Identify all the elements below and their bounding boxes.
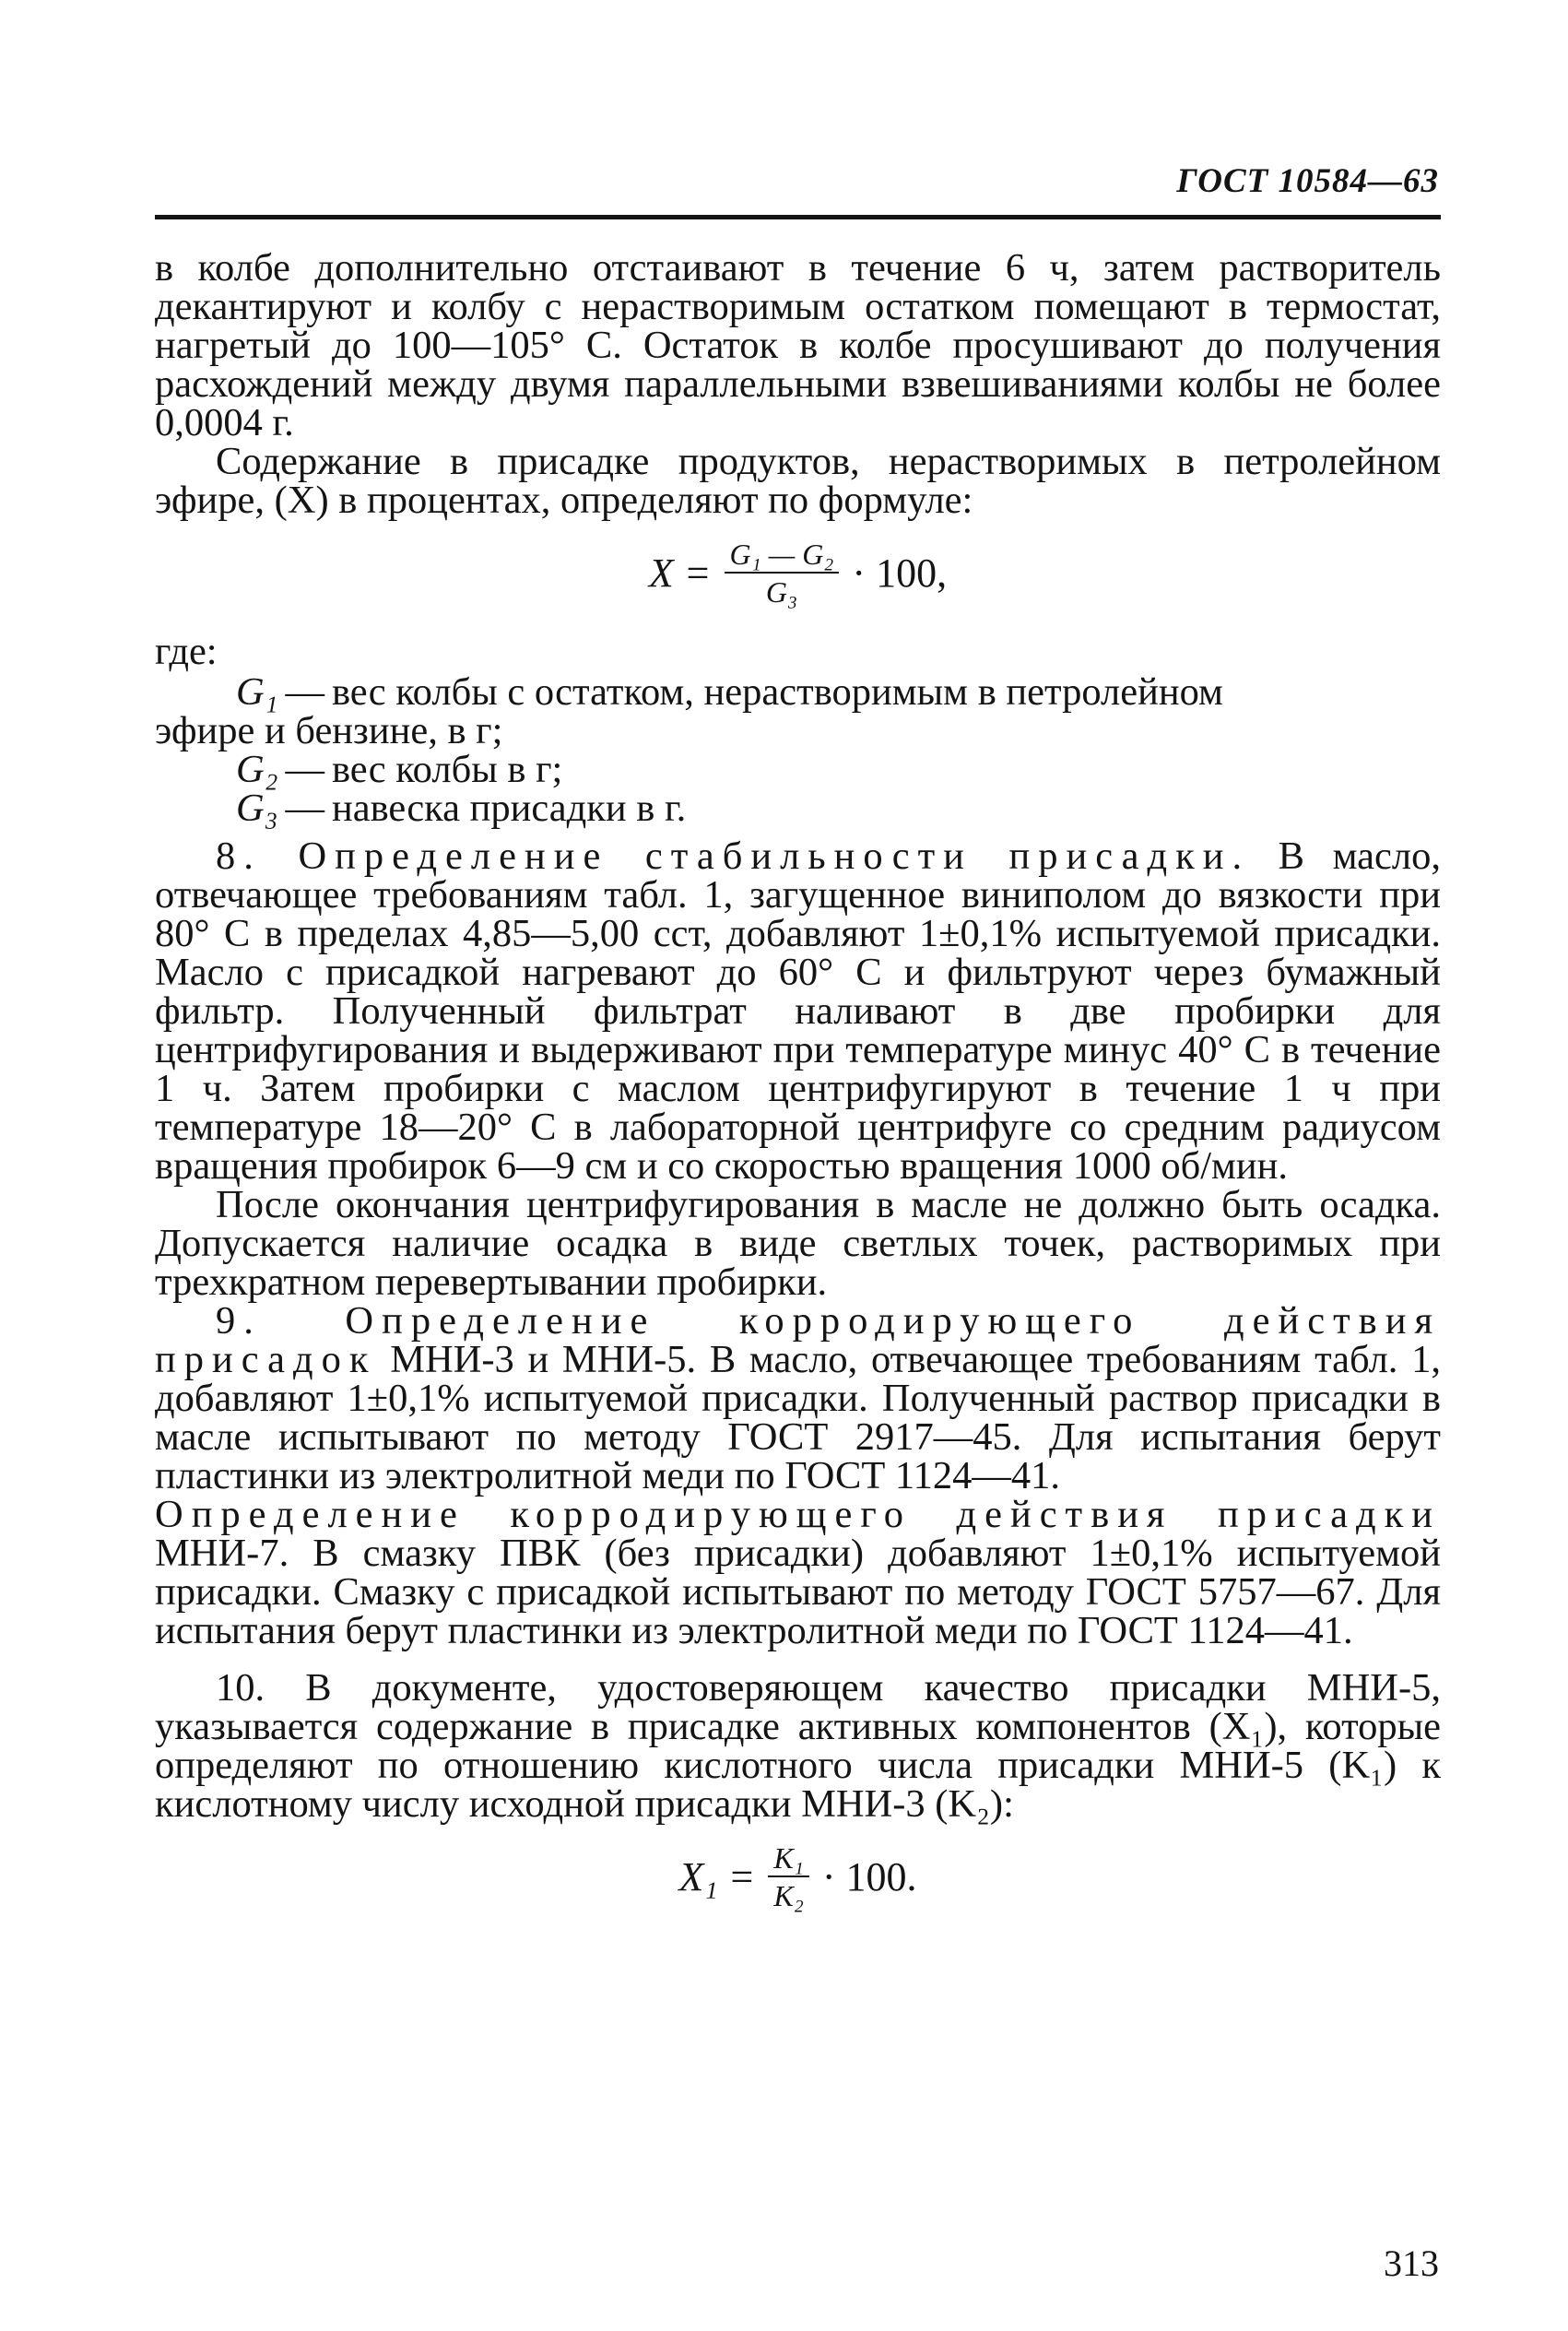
formula-rhs: · 100, xyxy=(852,550,948,596)
section-9-title-2: Определение корродирующего действия присадки xyxy=(155,1493,1441,1536)
section-9-corrosion xyxy=(155,1299,1441,1497)
standard-code: ГОСТ 10584—63 xyxy=(1176,162,1439,200)
definition-text: вес колбы с остатком, нерастворимым в петролейном xyxy=(331,670,1223,714)
formula-denominator: K₂ xyxy=(773,1879,804,1912)
formula-active-components xyxy=(155,1840,1441,1914)
section-8-title: 8. Определение стабильности присадки. xyxy=(216,834,1251,878)
definition-continuation: эфире и бензине, в г; xyxy=(155,709,503,752)
paragraph-content-formula-intro: Содержание в присадке продуктов, нерастворимых в петролейном эфире, (X) в процентах, определяют по формуле: xyxy=(155,440,1441,522)
formula-rhs: · 100. xyxy=(821,1854,917,1899)
definition-text: навеска присадки в г. xyxy=(331,787,687,830)
where-label: где: xyxy=(155,630,218,673)
formula-lhs: X = xyxy=(648,550,712,596)
definition-symbol: G₁ xyxy=(236,670,278,714)
definition-text: вес колбы в г; xyxy=(331,748,563,791)
section-8-stability xyxy=(155,834,1441,1188)
section-9-text-2: МНИ-7. В смазку ПВК (без присадки) добавляют 1±0,1% испытуемой присадки. Смазку с присадкой испытывают по методу ГОСТ 5757—67. Для испытания берут пластинки из электролитной меди по ГОСТ 1124—41. xyxy=(155,1532,1441,1652)
formula-numerator: K₁ xyxy=(768,1840,808,1877)
formula-numerator: G₁ — G₂ xyxy=(725,537,840,574)
paragraph-drying: в колбе дополнительно отстаивают в течение 6 ч, затем растворитель декантируют и колбу с нерастворимым остатком помещают в термостат, нагретый до 100—105° С. Остаток в колбе просушивают до получения расхождений между двумя параллельными взвешиваниями колбы не более 0,0004 г. xyxy=(155,246,1441,444)
formula-fraction xyxy=(725,537,840,610)
definition-g3: G₃ — навеска присадки в г. xyxy=(155,789,1441,828)
section-9-text: МНИ-3 и МНИ-5. В масло, отвечающее требованиям табл. 1, добавляют 1±0,1% испытуемой присадки. Полученный раствор присадки в масле испытывают по методу ГОСТ 2917—45. Для испытания берут пластинки из электролитной меди по ГОСТ 1124—41. xyxy=(155,1338,1441,1497)
formula-lhs: X₁ = xyxy=(678,1854,756,1899)
formula-insoluble-content xyxy=(155,537,1441,610)
section-9-title: 9. Определение корродирующего действия присадок xyxy=(155,1299,1441,1381)
document-body xyxy=(155,246,1441,1936)
variable-definitions xyxy=(155,670,1441,830)
definition-g2: G₂ — вес колбы в г; xyxy=(155,751,1441,789)
page-header xyxy=(155,161,1441,219)
formula-fraction xyxy=(768,1840,808,1914)
section-10-quality-document: 10. В документе, удостоверяющем качество присадки МНИ-5, указывается содержание в присадке активных компонентов (X₁), которые определяют по отношению кислотного числа присадки МНИ-5 (K₁) к кислотному числу исходной присадки МНИ-3 (K₂): xyxy=(155,1666,1441,1826)
definition-g1: G₁ — вес колбы с остатком, нерастворимым в петролейном эфире и бензине, в г; xyxy=(155,673,1441,751)
definition-symbol: G₂ xyxy=(236,748,278,791)
formula-denominator: G₃ xyxy=(765,575,798,609)
section-9-mni7 xyxy=(155,1493,1441,1652)
definition-symbol: G₃ xyxy=(236,787,278,830)
section-8-text: В масло, отвечающее требованиям табл. 1, загущенное виниполом до вязкости при 80° С в пределах 4,85—5,00 сст, добавляют 1±0,1% испытуемой присадки. Масло с присадкой нагревают до 60° С и фильтруют через бумажный фильтр. Полученный фильтрат наливают в две пробирки для центрифугирования и выдерживают при температуре минус 40° С в течение 1 ч. Затем пробирки с маслом центрифугируют в течение 1 ч при температуре 18—20° С в лабораторной центрифуге со средним радиусом вращения пробирок 6—9 см и со скоростью вращения 1000 об/мин. xyxy=(155,834,1441,1188)
section-8-result: После окончания центрифугирования в масле не должно быть осадка. Допускается наличие осадка в виде светлых точек, растворимых при трехкратном перевертывании пробирки. xyxy=(155,1183,1441,1304)
page-number: 313 xyxy=(1384,2242,1439,2284)
